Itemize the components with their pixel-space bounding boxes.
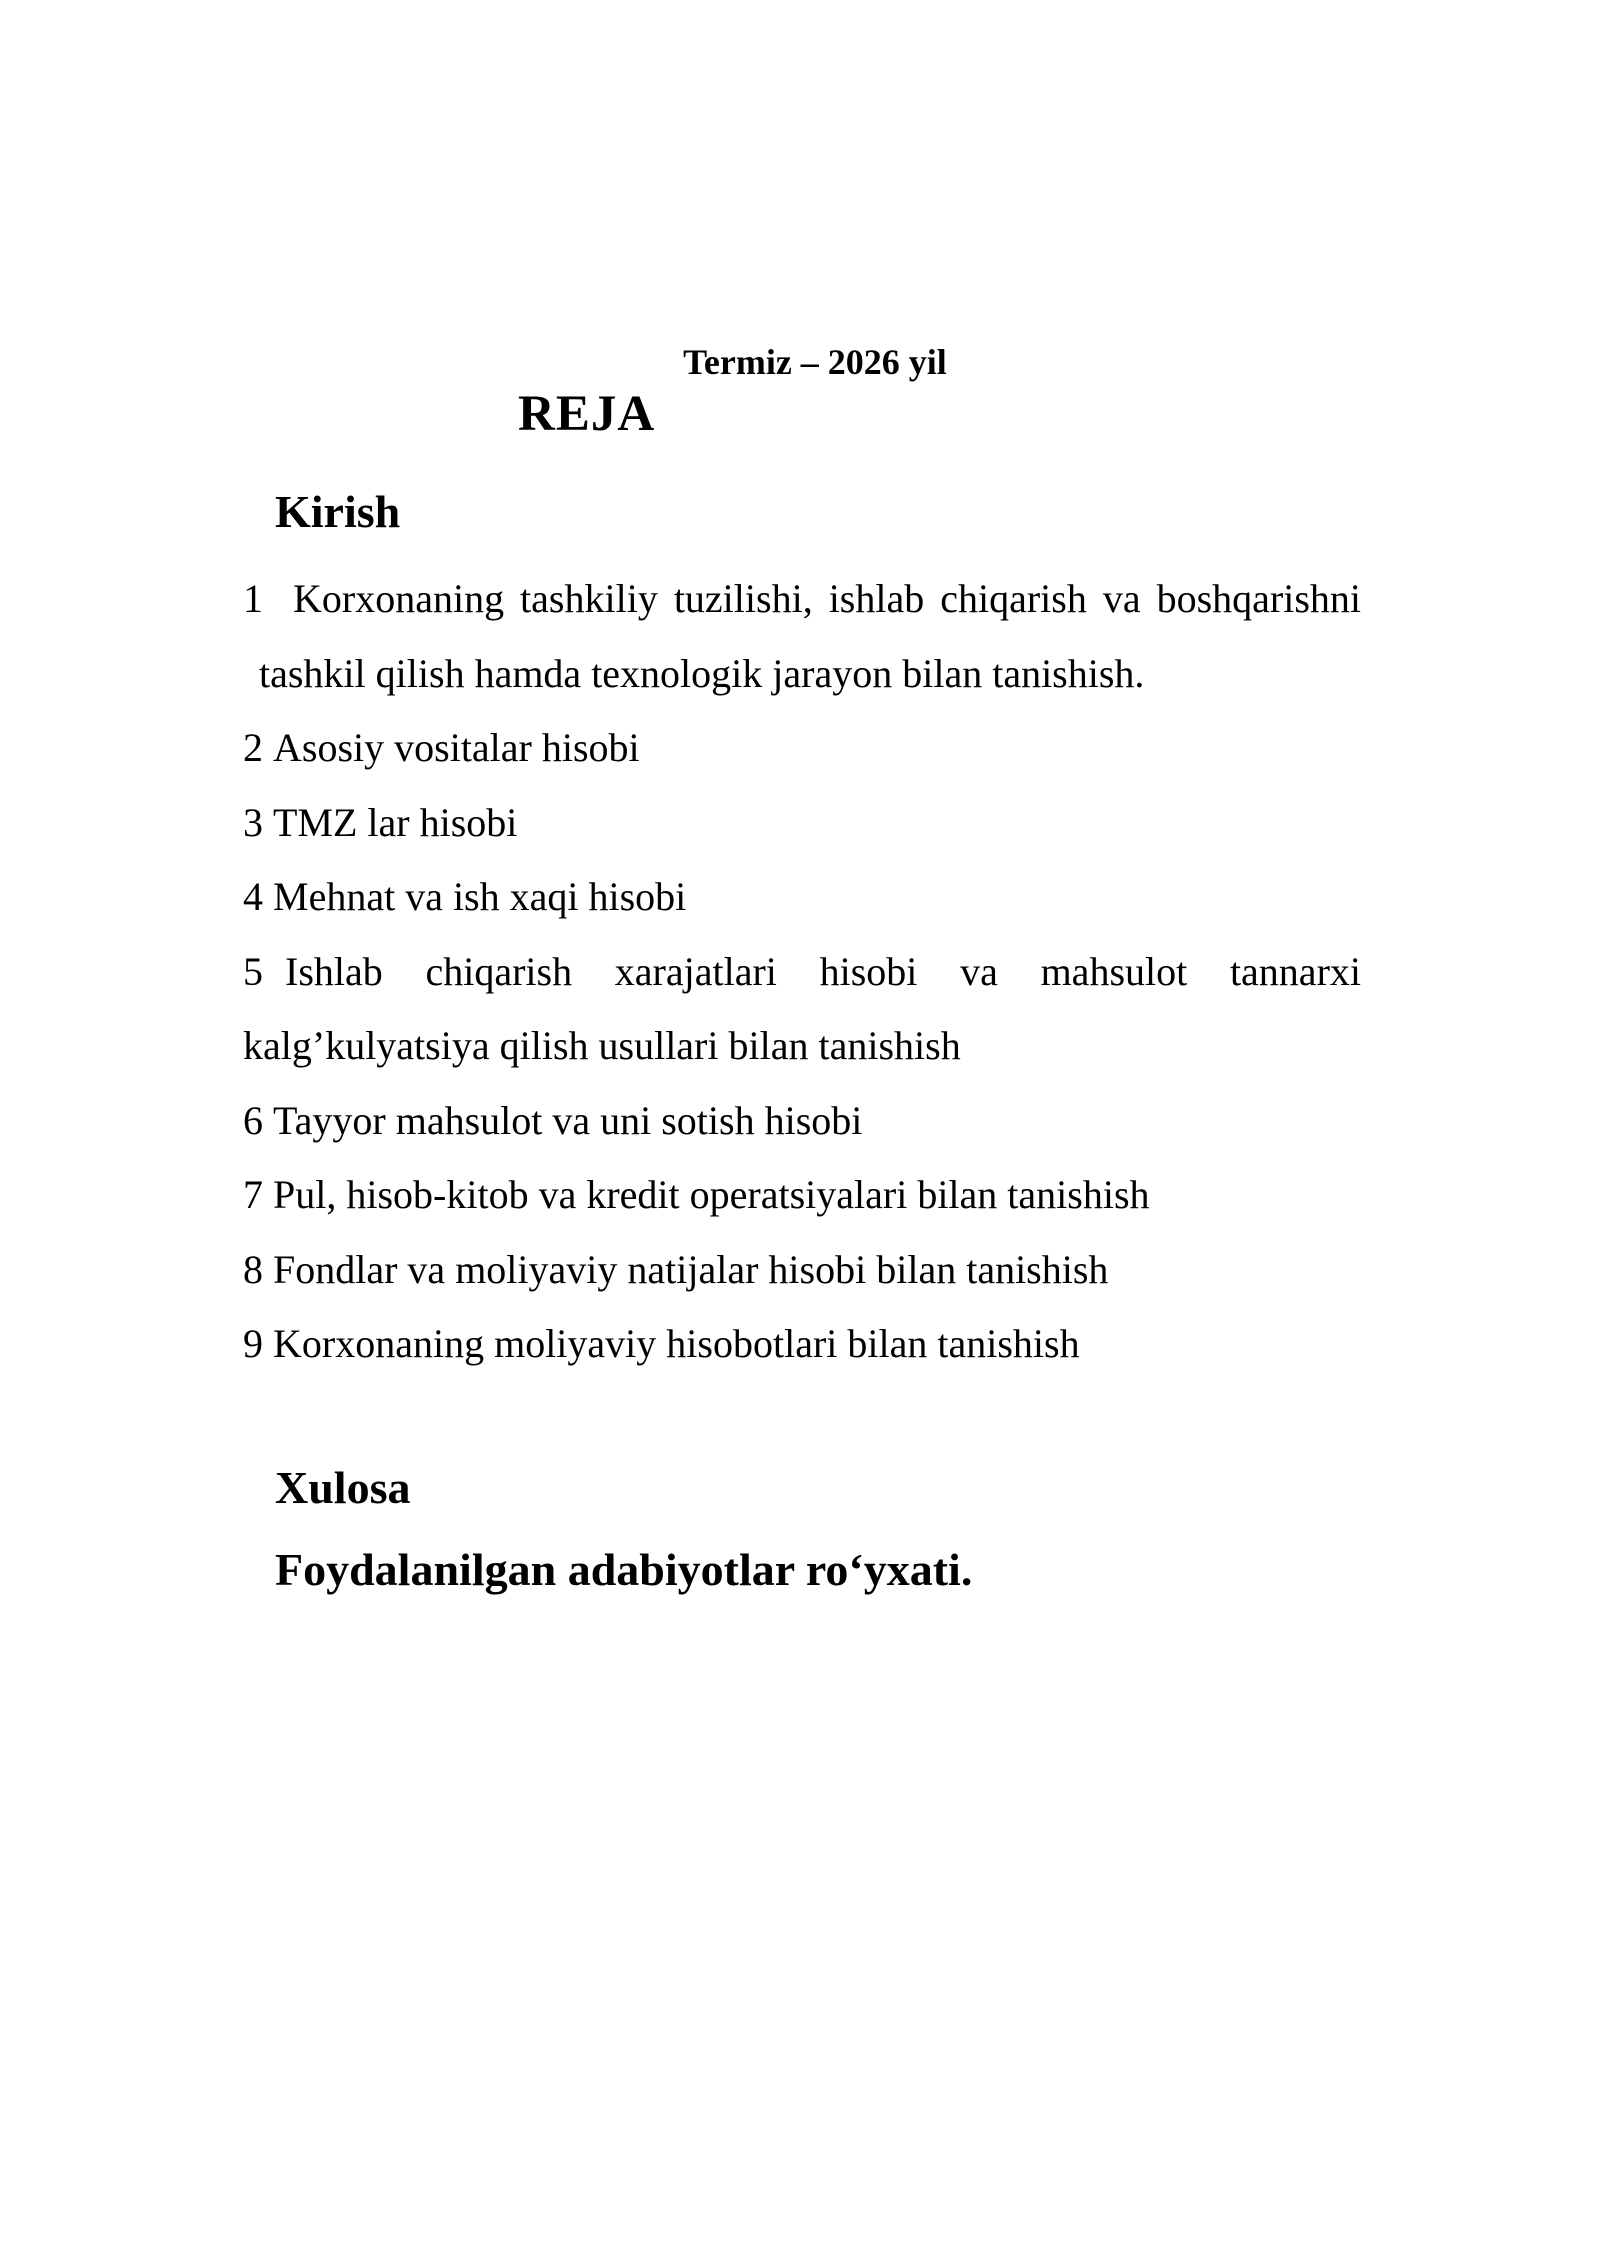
toc-item-text: Ishlab chiqarish xarajatlari hisobi va mahsulot tannarxi kalg’kulyatsiya qilish usullari bilan tanishish	[243, 948, 1361, 1068]
toc-item-text: Fondlar va moliyaviy natijalar hisobi bilan tanishish	[273, 1246, 1109, 1292]
toc-item-number: 8	[243, 1246, 263, 1292]
toc-item	[243, 935, 1361, 1084]
toc-item	[243, 1233, 1361, 1308]
toc-item-number: 3	[243, 799, 263, 845]
toc-item-text: Korxonaning tashkiliy tuzilishi, ishlab chiqarish va boshqarishni tashkil qilish hamda texnologik jarayon bilan tanishish.	[259, 576, 1361, 696]
toc-item-number: 5	[243, 948, 263, 994]
toc-item	[243, 1084, 1361, 1159]
toc-item-number: 6	[243, 1097, 263, 1143]
toc-item-text: Asosiy vositalar hisobi	[273, 725, 640, 770]
plan-title: REJA	[518, 386, 656, 442]
toc-item	[243, 1307, 1361, 1382]
toc-item	[243, 860, 1361, 935]
toc-item-number: 4	[243, 874, 263, 919]
toc-item-number: 7	[243, 1172, 263, 1217]
toc-item	[243, 786, 1361, 861]
introduction-heading: Kirish	[275, 486, 401, 537]
city-year-line: Termiz – 2026 yil	[683, 342, 947, 382]
table-of-contents	[243, 562, 1361, 1382]
references-heading: Foydalanilgan adabiyotlar ro‘yxati.	[275, 1544, 973, 1595]
toc-item-number: 2	[243, 725, 263, 770]
toc-item-text: Tayyor mahsulot va uni sotish hisobi	[273, 1097, 863, 1143]
toc-item-text: Pul, hisob-kitob va kredit operatsiyalari bilan tanishish	[273, 1172, 1150, 1217]
toc-item	[243, 562, 1361, 711]
toc-item	[243, 1158, 1361, 1233]
toc-item-text: TMZ lar hisobi	[273, 799, 518, 845]
conclusion-heading: Xulosa	[275, 1462, 411, 1513]
toc-item	[243, 711, 1361, 786]
toc-item-number: 1	[243, 576, 263, 621]
toc-item-text: Korxonaning moliyaviy hisobotlari bilan tanishish	[273, 1321, 1080, 1366]
toc-item-number: 9	[243, 1321, 263, 1366]
toc-item-text: Mehnat va ish xaqi hisobi	[273, 874, 687, 919]
